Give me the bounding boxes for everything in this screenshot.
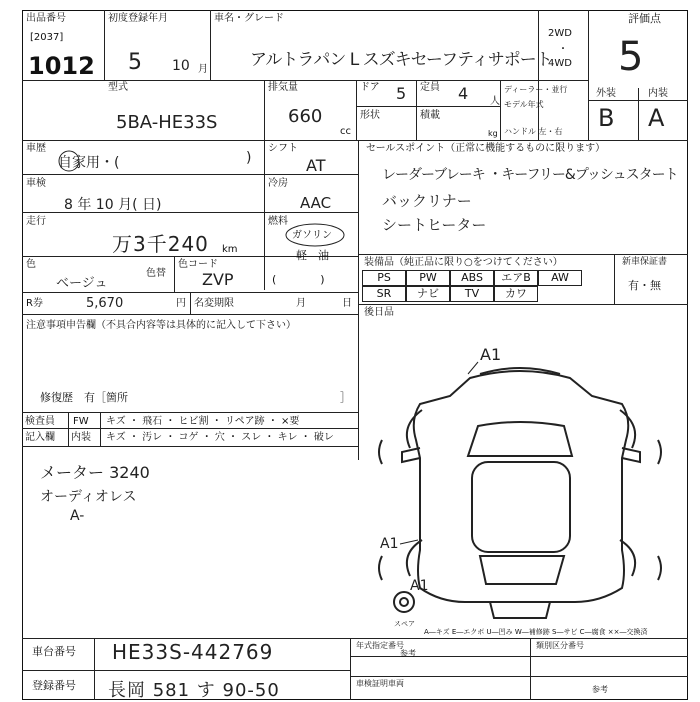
divider xyxy=(22,638,688,639)
rear-seat-label: 後日品 xyxy=(364,307,394,318)
color-code-label: 色コード xyxy=(178,259,218,270)
drive-2wd: 2WD xyxy=(548,28,572,39)
divider xyxy=(588,10,589,140)
warranty-label: 新車保証書 xyxy=(622,257,668,267)
shift-value: AT xyxy=(306,156,326,175)
divider xyxy=(210,10,211,80)
equipment-cell: TV xyxy=(450,286,494,302)
divider xyxy=(358,254,688,255)
sub-code: [2037] xyxy=(30,32,64,43)
capacity-value: 4 xyxy=(458,84,469,103)
divider xyxy=(638,88,639,140)
fuel-diesel: 軽 油 xyxy=(296,249,329,262)
door-value: 5 xyxy=(396,84,407,103)
equipment-cell: AW xyxy=(538,270,582,286)
divider xyxy=(358,140,359,460)
divider xyxy=(356,80,357,140)
ref-label-4: 車検証明車両 xyxy=(356,679,404,688)
interior-grade: A xyxy=(648,104,665,132)
divider xyxy=(22,412,358,413)
handle-label: ハンドル 左・右 xyxy=(504,127,563,136)
divider xyxy=(356,106,500,107)
lot-no-label: 出品番号 xyxy=(26,13,66,24)
name-grade-label: 車名・グレード xyxy=(214,13,284,24)
usage-circle xyxy=(58,150,80,172)
divider xyxy=(22,140,688,141)
fuel-label: 燃料 xyxy=(268,216,288,227)
dealer-label: ディーラー・並行 xyxy=(504,85,568,94)
month-unit: 月 xyxy=(198,64,208,75)
cc-unit: cc xyxy=(340,126,351,137)
usage-close: ) xyxy=(246,150,252,166)
sales-point-label: セールスポイント（正常に機能するものに限ります） xyxy=(366,143,606,154)
fw-tag: FW xyxy=(73,416,89,427)
divider xyxy=(416,80,417,140)
divider xyxy=(350,638,351,700)
divider xyxy=(22,314,358,315)
ac-value: AAC xyxy=(300,194,332,212)
equipment-cell: PS xyxy=(362,270,406,286)
first-reg-year: 5 xyxy=(128,50,142,75)
interior-label: 内装 xyxy=(648,88,668,99)
color-code-value: ZVP xyxy=(202,270,234,289)
divider xyxy=(22,428,358,429)
equipment-cell: SR xyxy=(362,286,406,302)
usage-label: 車歴 xyxy=(26,143,46,154)
drive-dot: ・ xyxy=(558,44,568,55)
equipment-cell: ナビ xyxy=(406,286,450,302)
capacity-label: 定員 xyxy=(420,82,440,93)
interior-defects: キズ ・ 汚レ ・ コゲ ・ 穴 ・ スレ ・ キレ ・ 破レ xyxy=(106,432,334,443)
score-label: 評価点 xyxy=(628,12,661,25)
drive-4wd: 4WD xyxy=(548,58,572,69)
door-label: ドア xyxy=(360,82,380,93)
divider xyxy=(190,292,191,314)
divider xyxy=(264,80,265,140)
month-unit-2: 月 xyxy=(296,298,306,309)
divider xyxy=(358,304,688,305)
plate-label: 登録番号 xyxy=(32,679,76,692)
divider xyxy=(22,446,358,447)
exterior-label: 外装 xyxy=(596,88,616,99)
inspector-label-2: 記入欄 xyxy=(25,432,55,443)
yen-unit: 円 xyxy=(176,298,186,309)
ac-label: 冷房 xyxy=(268,178,288,189)
equipment-cell: ABS xyxy=(450,270,494,286)
ref-label-3: 参考 xyxy=(400,649,416,658)
color-change-label: 色替 xyxy=(146,268,166,279)
mark-left: A1 xyxy=(380,536,399,552)
color-label: 色 xyxy=(26,259,36,270)
car-diagram xyxy=(360,340,680,630)
mileage-value: 万3千240 xyxy=(112,232,209,256)
first-reg-label: 初度登録年月 xyxy=(108,13,168,24)
ref-label-1: 年式指定番号 xyxy=(356,641,404,650)
divider xyxy=(68,412,69,446)
inspector-note-2: オーディオレス xyxy=(40,489,137,505)
repair-close: ］ xyxy=(340,391,351,404)
sales-line-2: バックリナー xyxy=(382,192,472,210)
recycle-label: R券 xyxy=(26,298,43,309)
sales-line-3: シートヒーター xyxy=(382,216,487,234)
model-label: 型式 xyxy=(108,82,128,93)
plate-number: 長岡 581 す 90-50 xyxy=(108,680,280,701)
equipment-label: 装備品（純正品に限り○をつけてください） xyxy=(364,257,563,268)
day-unit: 日 xyxy=(342,298,352,309)
sales-line-1: レーダーブレーキ ・キーフリー&プッシュスタート xyxy=(382,167,678,183)
inspector-label-1: 検査員 xyxy=(25,416,55,427)
fuel-gas: ガソリン xyxy=(292,230,332,241)
chassis-number: HE33S-442769 xyxy=(112,640,274,664)
registration-period-label: 名変期限 xyxy=(194,298,234,309)
chassis-label: 車台番号 xyxy=(32,645,76,658)
color-value: ベージュ xyxy=(56,276,108,291)
divider xyxy=(614,254,615,304)
load-label: 積載 xyxy=(420,110,440,121)
divider xyxy=(22,670,350,671)
equipment-cell: PW xyxy=(406,270,450,286)
ref-label-2: 類別区分番号 xyxy=(536,641,584,650)
divider xyxy=(104,10,105,80)
recycle-value: 5,670 xyxy=(86,296,124,311)
kg-unit: kg xyxy=(488,129,498,138)
lot-number: 1012 xyxy=(28,52,95,80)
equipment-cell: カワ xyxy=(494,286,538,302)
mileage-label: 走行 xyxy=(26,216,46,227)
divider xyxy=(22,80,588,81)
name-grade: アルトラパン L スズキセーフティサポート xyxy=(250,50,552,70)
interior-tag: 内装 xyxy=(71,432,91,443)
body-label: 形状 xyxy=(360,110,380,121)
ref-label-5: 参考 xyxy=(592,685,608,694)
km-unit: km xyxy=(222,244,238,255)
divider xyxy=(500,80,501,140)
first-reg-month: 10 xyxy=(172,58,190,74)
shift-label: シフト xyxy=(268,143,298,154)
notes-label: 注意事項申告欄（不具合内容等は具体的に記入して下さい） xyxy=(26,320,296,331)
divider xyxy=(174,256,175,292)
divider xyxy=(538,10,539,140)
mark-top: A1 xyxy=(480,345,502,364)
equipment-cell: エアB xyxy=(494,270,538,286)
divider xyxy=(264,140,265,290)
usage-value: 自家用・( xyxy=(58,155,120,171)
inspector-note-3: A- xyxy=(70,508,85,524)
repair-label: 修復歴 有［箇所 xyxy=(40,391,128,404)
fuel-paren: ( ) xyxy=(272,273,325,286)
exterior-grade: B xyxy=(598,104,615,132)
warranty-value: 有・無 xyxy=(628,279,661,292)
divider xyxy=(530,638,531,700)
mark-wheel: A1 xyxy=(410,578,429,594)
displacement-value: 660 xyxy=(288,106,323,127)
inspection-value: 8 年 10 月( 日) xyxy=(64,197,162,213)
fw-defects: キズ ・ 飛石 ・ ヒビ割 ・ リペア跡 ・ ×要 xyxy=(106,416,300,427)
spare-label: スペア xyxy=(394,620,415,628)
inspector-note-1: メーター 3240 xyxy=(40,463,150,482)
model-value: 5BA-HE33S xyxy=(116,112,218,133)
defect-legend: A―キズ E―エクボ U―凹み W―補修跡 S―サビ C―腐食 ××―交換済 xyxy=(424,628,648,636)
divider xyxy=(94,638,95,700)
person-unit: 人 xyxy=(490,96,500,107)
fuel-circle xyxy=(284,222,346,248)
score-value: 5 xyxy=(618,34,644,80)
model-year-label: モデル年式 xyxy=(504,100,544,109)
divider xyxy=(350,676,688,677)
inspection-label: 車検 xyxy=(26,178,46,189)
displacement-label: 排気量 xyxy=(268,82,298,93)
divider xyxy=(100,412,101,446)
